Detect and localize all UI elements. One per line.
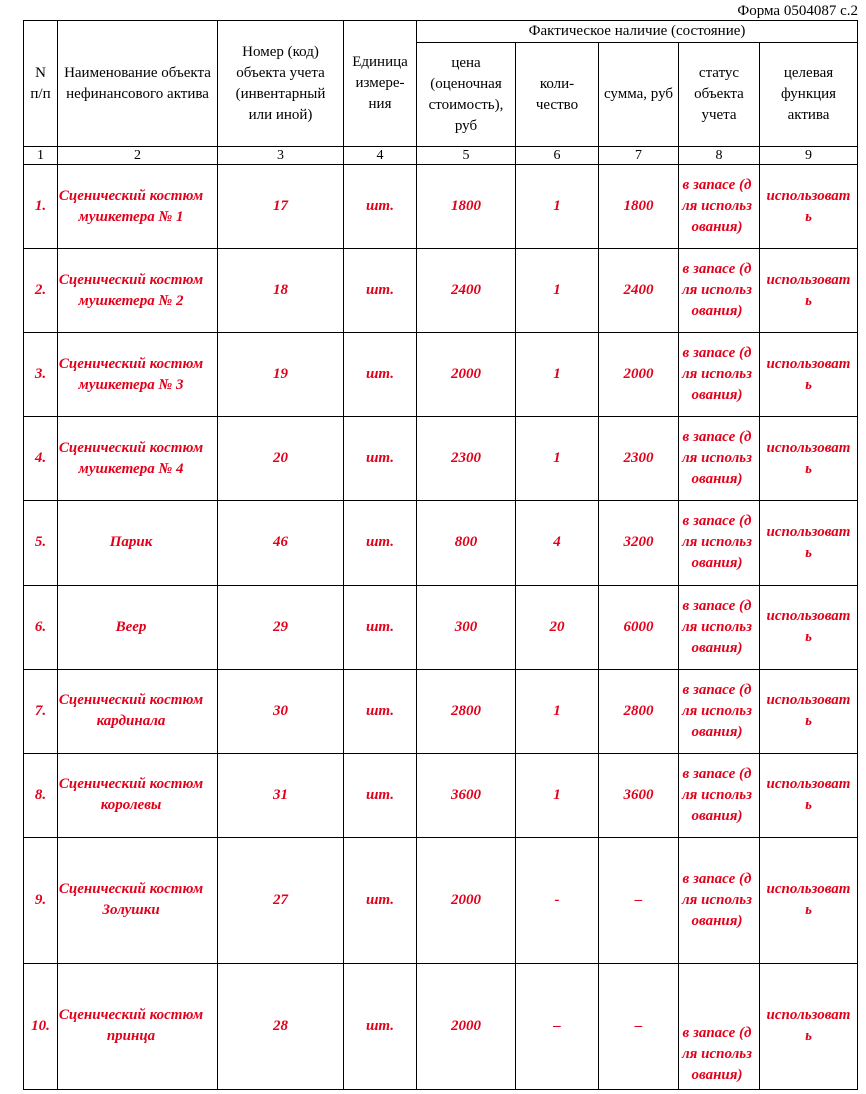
table-row (24, 669, 858, 753)
item-sum: 2000 (599, 333, 679, 417)
item-price: 2400 (417, 249, 516, 333)
row-number: 5. (24, 501, 58, 585)
item-code: 46 (218, 501, 344, 585)
item-name: Парик (58, 501, 218, 585)
item-sum: 6000 (599, 585, 679, 669)
item-sum: 2300 (599, 417, 679, 501)
item-qty: 4 (516, 501, 599, 585)
inventory-table (23, 20, 858, 1090)
item-qty: 1 (516, 753, 599, 837)
column-number: 4 (344, 147, 417, 165)
item-status: в запасе (для использования) (679, 333, 760, 417)
header-sum: сумма, руб (599, 43, 679, 147)
item-qty: 1 (516, 333, 599, 417)
item-sum: – (599, 963, 679, 1089)
item-unit: шт. (344, 837, 417, 963)
row-number: 6. (24, 585, 58, 669)
header-unit: Единица измере-ния (344, 21, 417, 147)
item-code: 19 (218, 333, 344, 417)
item-name: Сценический костюм мушкетера № 3 (58, 333, 218, 417)
row-number: 2. (24, 249, 58, 333)
item-purpose: использовать (760, 249, 858, 333)
item-name: Сценический костюм мушкетера № 4 (58, 417, 218, 501)
row-number: 7. (24, 669, 58, 753)
item-status: в запасе (для использования) (679, 165, 760, 249)
column-number: 7 (599, 147, 679, 165)
column-number-row (24, 147, 858, 165)
header-actual-group: Фактическое наличие (состояние) (417, 21, 858, 43)
item-status: в запасе (для использования) (679, 585, 760, 669)
header-status: статус объекта учета (679, 43, 760, 147)
item-code: 30 (218, 669, 344, 753)
item-purpose: использовать (760, 963, 858, 1089)
item-qty: 1 (516, 669, 599, 753)
item-code: 31 (218, 753, 344, 837)
item-purpose: использовать (760, 753, 858, 837)
item-status: в запасе (для использования) (679, 753, 760, 837)
item-price: 300 (417, 585, 516, 669)
table-row (24, 837, 858, 963)
form-number-label: Форма 0504087 с.2 (737, 3, 858, 19)
header-qty: коли-чество (516, 43, 599, 147)
table-row (24, 753, 858, 837)
item-name: Сценический костюм Золушки (58, 837, 218, 963)
item-price: 3600 (417, 753, 516, 837)
item-sum: 3600 (599, 753, 679, 837)
header-n: N п/п (24, 21, 58, 147)
item-name: Сценический костюм королевы (58, 753, 218, 837)
item-price: 1800 (417, 165, 516, 249)
table-row (24, 333, 858, 417)
column-number: 6 (516, 147, 599, 165)
item-status: в запасе (для использования) (679, 963, 760, 1089)
item-purpose: использовать (760, 417, 858, 501)
item-status: в запасе (для использования) (679, 837, 760, 963)
column-number: 8 (679, 147, 760, 165)
item-name: Веер (58, 585, 218, 669)
item-unit: шт. (344, 669, 417, 753)
row-number: 3. (24, 333, 58, 417)
item-name: Сценический костюм кардинала (58, 669, 218, 753)
item-sum: – (599, 837, 679, 963)
table-row (24, 501, 858, 585)
item-sum: 2800 (599, 669, 679, 753)
item-code: 29 (218, 585, 344, 669)
table-row (24, 417, 858, 501)
item-unit: шт. (344, 753, 417, 837)
item-qty: 1 (516, 249, 599, 333)
column-number: 2 (58, 147, 218, 165)
item-code: 18 (218, 249, 344, 333)
item-sum: 2400 (599, 249, 679, 333)
item-status: в запасе (для использования) (679, 249, 760, 333)
item-qty: 1 (516, 165, 599, 249)
header-price: цена (оценочная стоимость), руб (417, 43, 516, 147)
item-qty: - (516, 837, 599, 963)
item-price: 2000 (417, 333, 516, 417)
item-code: 17 (218, 165, 344, 249)
item-purpose: использовать (760, 333, 858, 417)
column-number: 3 (218, 147, 344, 165)
row-number: 1. (24, 165, 58, 249)
column-number: 5 (417, 147, 516, 165)
item-unit: шт. (344, 963, 417, 1089)
table-row (24, 585, 858, 669)
header-code: Номер (код) объекта учета (инвентарный или иной) (218, 21, 344, 147)
item-unit: шт. (344, 501, 417, 585)
table-row (24, 249, 858, 333)
item-unit: шт. (344, 333, 417, 417)
column-number: 1 (24, 147, 58, 165)
item-unit: шт. (344, 417, 417, 501)
item-status: в запасе (для использования) (679, 501, 760, 585)
row-number: 4. (24, 417, 58, 501)
item-name: Сценический костюм мушкетера № 2 (58, 249, 218, 333)
item-name: Сценический костюм принца (58, 963, 218, 1089)
table-row (24, 165, 858, 249)
header-row-top (24, 21, 858, 43)
row-number: 9. (24, 837, 58, 963)
item-qty: 1 (516, 417, 599, 501)
item-code: 28 (218, 963, 344, 1089)
table-row (24, 963, 858, 1089)
header-name: Наименование объекта нефинансового актива (58, 21, 218, 147)
item-price: 800 (417, 501, 516, 585)
item-name: Сценический костюм мушкетера № 1 (58, 165, 218, 249)
row-number: 10. (24, 963, 58, 1089)
column-number: 9 (760, 147, 858, 165)
item-purpose: использовать (760, 501, 858, 585)
item-unit: шт. (344, 165, 417, 249)
item-sum: 3200 (599, 501, 679, 585)
item-purpose: использовать (760, 669, 858, 753)
item-price: 2000 (417, 837, 516, 963)
item-price: 2800 (417, 669, 516, 753)
item-qty: – (516, 963, 599, 1089)
header-purpose: целевая функция актива (760, 43, 858, 147)
item-status: в запасе (для использования) (679, 417, 760, 501)
item-purpose: использовать (760, 837, 858, 963)
item-sum: 1800 (599, 165, 679, 249)
item-price: 2000 (417, 963, 516, 1089)
item-code: 27 (218, 837, 344, 963)
item-status: в запасе (для использования) (679, 669, 760, 753)
item-purpose: использовать (760, 165, 858, 249)
item-code: 20 (218, 417, 344, 501)
item-qty: 20 (516, 585, 599, 669)
row-number: 8. (24, 753, 58, 837)
item-purpose: использовать (760, 585, 858, 669)
item-unit: шт. (344, 249, 417, 333)
item-price: 2300 (417, 417, 516, 501)
item-unit: шт. (344, 585, 417, 669)
